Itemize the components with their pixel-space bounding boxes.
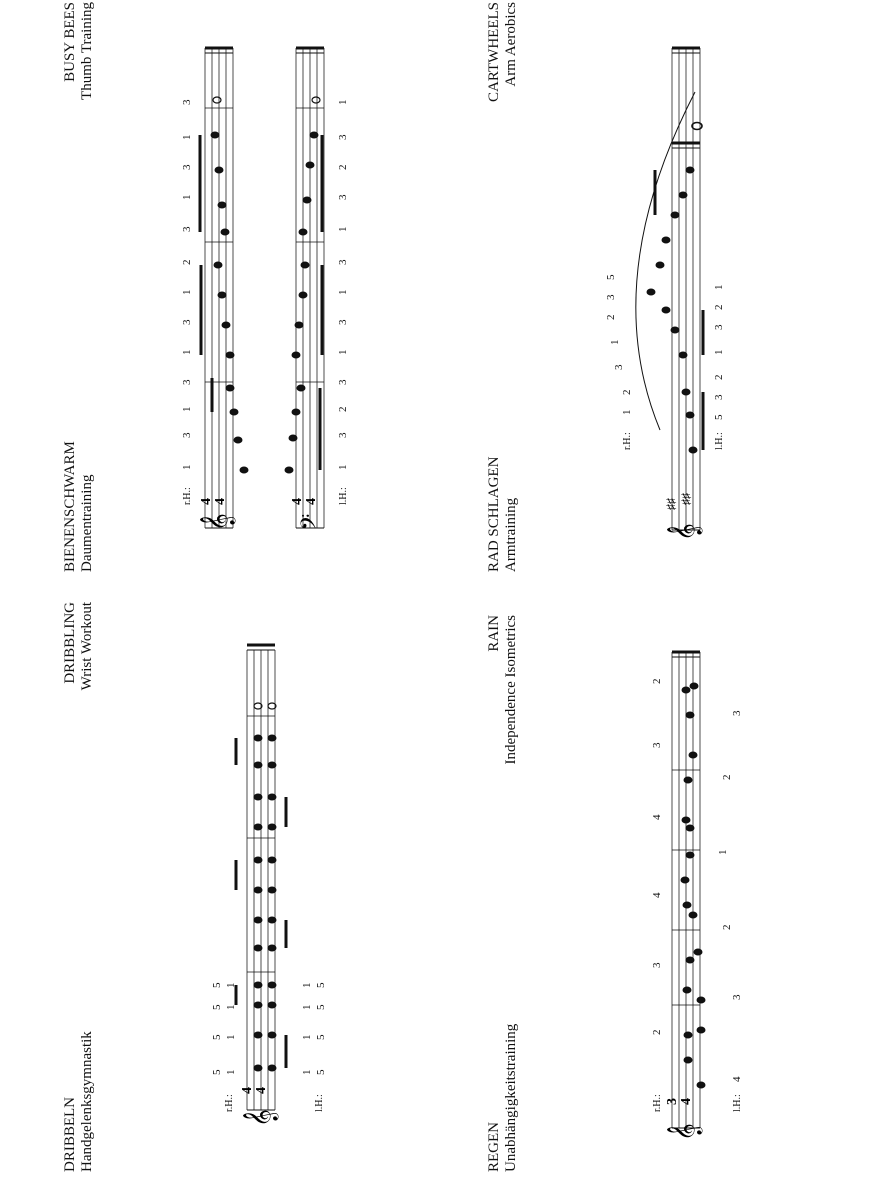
svg-text:3: 3 <box>613 364 625 370</box>
svg-text:2: 2 <box>337 406 349 412</box>
svg-text:5: 5 <box>211 1034 223 1040</box>
svg-text:2: 2 <box>713 374 725 380</box>
svg-text:3: 3 <box>181 99 193 105</box>
bienen-rh-label: r.H.: <box>182 487 193 505</box>
regen-title-de: REGEN <box>486 1122 502 1172</box>
svg-text:1: 1 <box>301 1004 313 1010</box>
svg-text:3: 3 <box>731 994 743 1000</box>
svg-text:1: 1 <box>225 1004 237 1010</box>
rain-title-en: RAIN <box>486 615 502 652</box>
svg-text:3: 3 <box>181 379 193 385</box>
bienen-title-de: BIENENSCHWARM <box>62 441 78 572</box>
dribbeln-rh-fingering <box>211 982 237 1075</box>
regen-rh-label: r.H.: <box>652 1094 663 1112</box>
svg-text:5: 5 <box>211 1004 223 1010</box>
svg-text:5: 5 <box>315 1034 327 1040</box>
svg-text:𝄞: 𝄞 <box>667 1123 702 1141</box>
rad-clef <box>664 493 703 541</box>
svg-text:2: 2 <box>621 389 633 395</box>
svg-text:1: 1 <box>337 226 349 232</box>
svg-text:1: 1 <box>337 289 349 295</box>
bienen-treble-staff <box>205 48 233 528</box>
svg-text:3: 3 <box>337 134 349 140</box>
svg-text:1: 1 <box>181 134 193 140</box>
rad-subtitle-de: Armtraining <box>503 497 519 572</box>
svg-text:1: 1 <box>225 1034 237 1040</box>
svg-text:2: 2 <box>605 314 617 320</box>
svg-text:𝄞: 𝄞 <box>667 523 702 541</box>
svg-text:3: 3 <box>337 432 349 438</box>
regen-rh-fingering <box>651 679 663 1036</box>
svg-text:5: 5 <box>605 274 617 280</box>
dribbling-subtitle-en: Wrist Workout <box>79 602 95 691</box>
bienen-lh-label: l.H.: <box>338 487 349 505</box>
svg-text:1: 1 <box>301 1034 313 1040</box>
bienen-subtitle-de: Daumentraining <box>79 474 95 572</box>
rad-rh-label: r.H.: <box>622 432 633 450</box>
regen-subtitle-de: Unabhängigkeitstraining <box>503 1023 519 1172</box>
svg-text:4: 4 <box>679 1098 694 1105</box>
svg-text:1: 1 <box>181 349 193 355</box>
rad-lh-label: l.H.: <box>714 432 725 450</box>
dribbeln-lh-fingering <box>301 982 327 1075</box>
svg-text:3: 3 <box>713 324 725 330</box>
svg-text:3: 3 <box>665 1098 680 1105</box>
svg-text:2: 2 <box>337 164 349 170</box>
svg-text:3: 3 <box>337 379 349 385</box>
bienen-bass-notes <box>285 97 322 473</box>
svg-text:1: 1 <box>713 284 725 290</box>
svg-text:4: 4 <box>651 814 663 820</box>
svg-text:4: 4 <box>304 498 319 505</box>
dribbeln-lh-label: l.H.: <box>314 1094 325 1112</box>
svg-text:3: 3 <box>181 164 193 170</box>
svg-text:2: 2 <box>713 304 725 310</box>
svg-text:3: 3 <box>605 294 617 300</box>
svg-text:1: 1 <box>337 99 349 105</box>
svg-text:2: 2 <box>721 774 733 780</box>
cartwheels-subtitle-en: Arm Aerobics <box>503 2 519 87</box>
dribbling-title-en: DRIBBLING <box>62 602 78 684</box>
bienen-rh-fingering <box>181 99 193 470</box>
svg-text:5: 5 <box>315 1069 327 1075</box>
svg-text:3: 3 <box>731 710 743 716</box>
svg-text:1: 1 <box>717 849 729 855</box>
svg-text:4: 4 <box>199 498 214 505</box>
svg-text:3: 3 <box>181 226 193 232</box>
svg-text:3: 3 <box>713 394 725 400</box>
dribbeln-title-de: DRIBBELN <box>62 1097 78 1172</box>
svg-text:1: 1 <box>713 349 725 355</box>
svg-text:2: 2 <box>181 259 193 265</box>
rad-lh-fingering <box>713 285 725 421</box>
svg-text:1: 1 <box>337 349 349 355</box>
bienen-treble-notes <box>200 97 248 473</box>
svg-text:5: 5 <box>211 1069 223 1075</box>
busy-bees-subtitle-en: Thumb Training <box>79 2 95 100</box>
regen-clef <box>665 1098 703 1141</box>
regen-lh-fingering <box>717 710 743 1082</box>
svg-text:5: 5 <box>713 414 725 420</box>
svg-text:4: 4 <box>240 1087 255 1094</box>
svg-text:1: 1 <box>225 982 237 988</box>
cartwheels-title-en: CARTWHEELS <box>486 2 502 102</box>
svg-text:1: 1 <box>301 982 313 988</box>
svg-text:1: 1 <box>621 409 633 415</box>
svg-text:3: 3 <box>337 319 349 325</box>
svg-text:5: 5 <box>211 982 223 988</box>
rad-title-de: RAD SCHLAGEN <box>486 456 502 572</box>
svg-text:3: 3 <box>337 259 349 265</box>
rain-subtitle-en: Independence Isometrics <box>503 615 519 765</box>
rad-staff <box>672 48 700 530</box>
svg-text:𝄞: 𝄞 <box>243 1109 278 1127</box>
svg-text:1: 1 <box>181 464 193 470</box>
regen-staff <box>672 652 700 1128</box>
svg-text:4: 4 <box>290 498 305 505</box>
svg-text:2: 2 <box>651 1029 663 1035</box>
svg-text:1: 1 <box>301 1069 313 1075</box>
svg-text:1: 1 <box>225 1069 237 1075</box>
rad-rh-fingering <box>605 274 633 415</box>
bienen-lh-fingering <box>337 100 349 471</box>
svg-text:3: 3 <box>181 319 193 325</box>
svg-text:1: 1 <box>337 464 349 470</box>
svg-text:3: 3 <box>651 742 663 748</box>
svg-text:♯♯: ♯♯ <box>664 498 678 510</box>
svg-text:3: 3 <box>337 194 349 200</box>
dribbeln-clef <box>240 1087 279 1127</box>
bienen-clefs <box>199 498 327 531</box>
svg-text:♯♯: ♯♯ <box>679 493 693 505</box>
svg-text:1: 1 <box>181 194 193 200</box>
svg-text:3: 3 <box>651 962 663 968</box>
regen-lh-label: l.H.: <box>732 1094 743 1112</box>
svg-text:1: 1 <box>181 289 193 295</box>
svg-text:𝄢: 𝄢 <box>297 513 327 531</box>
busy-bees-title-en: BUSY BEES <box>62 2 78 82</box>
svg-text:5: 5 <box>315 1004 327 1010</box>
svg-text:1: 1 <box>609 339 621 345</box>
svg-text:4: 4 <box>731 1076 743 1082</box>
svg-text:1: 1 <box>181 406 193 412</box>
svg-text:5: 5 <box>315 982 327 988</box>
svg-text:3: 3 <box>181 432 193 438</box>
dribbeln-subtitle-de: Handgelenksgymnastik <box>79 1031 95 1172</box>
svg-text:4: 4 <box>651 892 663 898</box>
svg-text:𝄞: 𝄞 <box>200 513 235 531</box>
svg-text:4: 4 <box>213 498 228 505</box>
svg-text:4: 4 <box>254 1087 269 1094</box>
svg-text:2: 2 <box>721 924 733 930</box>
svg-text:2: 2 <box>651 678 663 684</box>
dribbeln-rh-label: r.H.: <box>224 1094 235 1112</box>
dribbeln-staff <box>247 645 275 1110</box>
